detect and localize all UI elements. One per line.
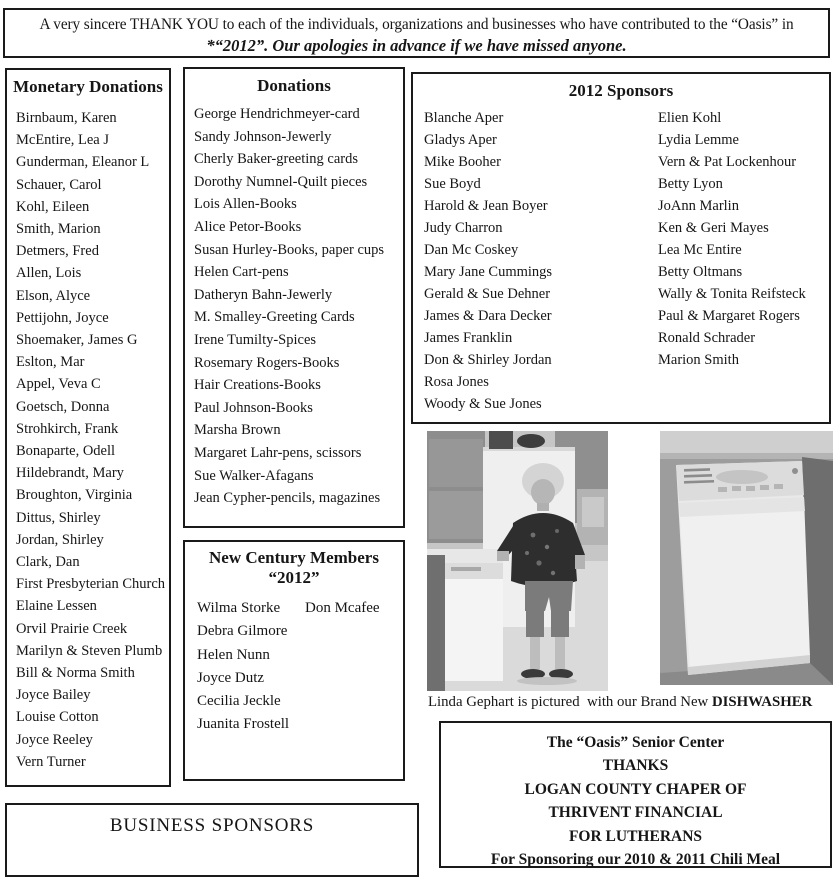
business-sponsors-box (5, 803, 419, 877)
monetary-donor: Shoemaker, James G (16, 332, 138, 349)
sponsors-col2 (658, 107, 806, 415)
thrivent-thanks-box (439, 721, 832, 868)
donation-item: George Hendrichmeyer-card (194, 106, 360, 122)
monetary-donor: Joyce Reeley (16, 731, 93, 748)
thanks-line: For Sponsoring our 2010 & 2011 Chili Meal (490, 851, 781, 869)
monetary-donor: Strohkirch, Frank (16, 420, 119, 437)
donation-item: Jean Cypher-pencils, magazines (194, 490, 381, 507)
sponsor: James & Dara Decker (424, 308, 552, 324)
photo-dishwasher (660, 431, 833, 685)
donation-item: Cherly Baker-greeting cards (194, 151, 358, 168)
thanks-line: The “Oasis” Senior Center (546, 734, 725, 751)
new-century-member: Joyce Dutz (197, 669, 265, 686)
business-sponsors-title: BUSINESS SPONSORS (109, 815, 315, 836)
sponsors-col1 (413, 107, 658, 415)
monetary-donations-list (7, 107, 169, 773)
sponsor: Gladys Aper (424, 132, 497, 148)
banner-line1: A very sincere THANK YOU to each of the individuals, organizations and businesses who have contributed to the “Oasis” in (39, 16, 794, 33)
sponsor: Blanche Aper (424, 110, 504, 126)
monetary-donor: Birnbaum, Karen (16, 110, 117, 126)
donation-item: Dorothy Numnel-Quilt pieces (194, 173, 368, 190)
thanks-line: THANKS (602, 757, 669, 775)
donations-box (183, 67, 405, 528)
sponsor: Dan Mc Coskey (424, 242, 519, 258)
sponsor: Ken & Geri Mayes (658, 220, 769, 236)
donation-item: Hair Creations-Books (194, 377, 321, 394)
monetary-donor: Gunderman, Eleanor L (16, 154, 150, 171)
monetary-donations-box (5, 68, 171, 787)
sponsor: Woody & Sue Jones (424, 396, 542, 412)
sponsor: James Franklin (424, 330, 513, 346)
monetary-donor: Bonaparte, Odell (16, 443, 116, 460)
sponsor: Wally & Tonita Reifsteck (658, 286, 806, 302)
sponsor: Betty Lyon (658, 176, 723, 192)
monetary-donor: Orvil Prairie Creek (16, 620, 128, 637)
monetary-donor: Bill & Norma Smith (16, 665, 135, 682)
monetary-donor: Elson, Alyce (16, 287, 91, 304)
new-century-member: Debra Gilmore (197, 623, 288, 640)
sponsors-columns (413, 107, 829, 415)
new-century-title-line2: “2012” (268, 568, 320, 587)
sponsors-title: 2012 Sponsors (568, 81, 674, 100)
sponsor: Gerald & Sue Dehner (424, 286, 551, 302)
monetary-donor: Elaine Lessen (16, 598, 97, 615)
sponsor: Lea Mc Entire (658, 242, 742, 258)
monetary-donor: Hildebrandt, Mary (16, 465, 124, 482)
photo-caption (428, 694, 830, 711)
monetary-donor: Jordan, Shirley (16, 531, 104, 548)
donation-item: Rosemary Rogers-Books (194, 354, 340, 371)
sponsor: Betty Oltmans (658, 264, 743, 280)
photo-caption-dishwasher: DISHWASHER (711, 694, 813, 710)
donation-item: Margaret Lahr-pens, scissors (194, 444, 362, 461)
monetary-donor: Pettijohn, Joyce (16, 309, 109, 326)
donations-title: Donations (257, 76, 331, 95)
monetary-donor: Eslton, Mar (16, 354, 85, 371)
monetary-donor: First Presbyterian Church (16, 576, 166, 593)
banner-line2: *“2012”. Our apologies in advance if we have missed anyone. (206, 36, 627, 55)
monetary-donor: Smith, Marion (16, 221, 101, 238)
monetary-donor: Vern Turner (16, 753, 86, 770)
new-century-title-line1: New Century Members (209, 548, 379, 567)
donation-item: Susan Hurley-Books, paper cups (194, 241, 385, 258)
monetary-donor: Goetsch, Donna (16, 398, 110, 415)
sponsor: Don & Shirley Jordan (424, 352, 552, 368)
sponsor: Mary Jane Cummings (424, 264, 553, 280)
sponsor: Marion Smith (658, 352, 739, 368)
new-century-title (185, 542, 403, 588)
donation-item: Paul Johnson-Books (194, 399, 313, 416)
sponsor: Paul & Margaret Rogers (658, 308, 800, 324)
thanks-line: THRIVENT FINANCIAL (548, 804, 723, 822)
sponsor: Mike Booher (424, 154, 501, 170)
donation-item: M. Smalley-Greeting Cards (194, 309, 355, 326)
thanks-line: FOR LUTHERANS (568, 827, 703, 845)
monetary-donor: Louise Cotton (16, 709, 99, 726)
monetary-donor: Clark, Dan (16, 554, 80, 571)
sponsor: Harold & Jean Boyer (424, 198, 548, 214)
thanks-line: LOGAN COUNTY CHAPER OF (524, 780, 747, 798)
new-century-member: Juanita Frostell (197, 716, 290, 733)
monetary-donor: Dittus, Shirley (16, 509, 101, 526)
thank-you-banner (3, 8, 830, 58)
donation-item: Sue Walker-Afagans (194, 467, 314, 484)
monetary-donations-title: Monetary Donations (13, 77, 163, 96)
donation-item: Helen Cart-pens (194, 264, 289, 281)
sponsors-2012-box (411, 72, 831, 424)
sponsor: Sue Boyd (424, 176, 481, 192)
sponsor: JoAnn Marlin (658, 198, 739, 214)
monetary-donor: Marilyn & Steven Plumb (16, 642, 163, 659)
monetary-donor: Appel, Veva C (16, 376, 101, 393)
monetary-donor: Joyce Bailey (16, 687, 91, 704)
monetary-donor: McEntire, Lea J (16, 132, 110, 149)
photo-linda-gephart (427, 431, 608, 691)
sponsor: Rosa Jones (424, 374, 489, 390)
monetary-donor: Detmers, Fred (16, 243, 99, 260)
donation-item: Datheryn Bahn-Jewerly (194, 286, 333, 303)
new-century-member: Wilma Storke (197, 600, 281, 616)
donation-item: Sandy Johnson-Jewerly (194, 128, 332, 145)
donation-item: Marsha Brown (194, 422, 281, 439)
monetary-donor: Schauer, Carol (16, 176, 102, 193)
sponsor: Judy Charron (424, 220, 503, 236)
donations-list (185, 103, 403, 510)
new-century-member: Cecilia Jeckle (197, 693, 281, 710)
sponsor: Ronald Schrader (658, 330, 756, 346)
new-century-member: Don Mcafee (305, 600, 380, 616)
donation-item: Alice Petor-Books (194, 218, 302, 235)
photo-caption-text: Linda Gephart is pictured with our Brand New (428, 694, 712, 710)
monetary-donor: Allen, Lois (16, 265, 82, 282)
photo-dishwasher-illustration (660, 431, 833, 685)
sponsor: Elien Kohl (658, 110, 722, 126)
monetary-donor: Broughton, Virginia (16, 487, 133, 504)
monetary-donor: Kohl, Eileen (16, 198, 90, 215)
donation-item: Lois Allen-Books (194, 196, 297, 213)
new-century-member: Helen Nunn (197, 646, 270, 663)
photo-linda-gephart-illustration (427, 431, 608, 691)
donation-item: Irene Tumilty-Spices (194, 331, 317, 348)
new-century-members-box (183, 540, 405, 781)
new-century-members-col2 (305, 597, 380, 620)
sponsor: Lydia Lemme (658, 132, 739, 148)
sponsor: Vern & Pat Lockenhour (658, 154, 797, 170)
